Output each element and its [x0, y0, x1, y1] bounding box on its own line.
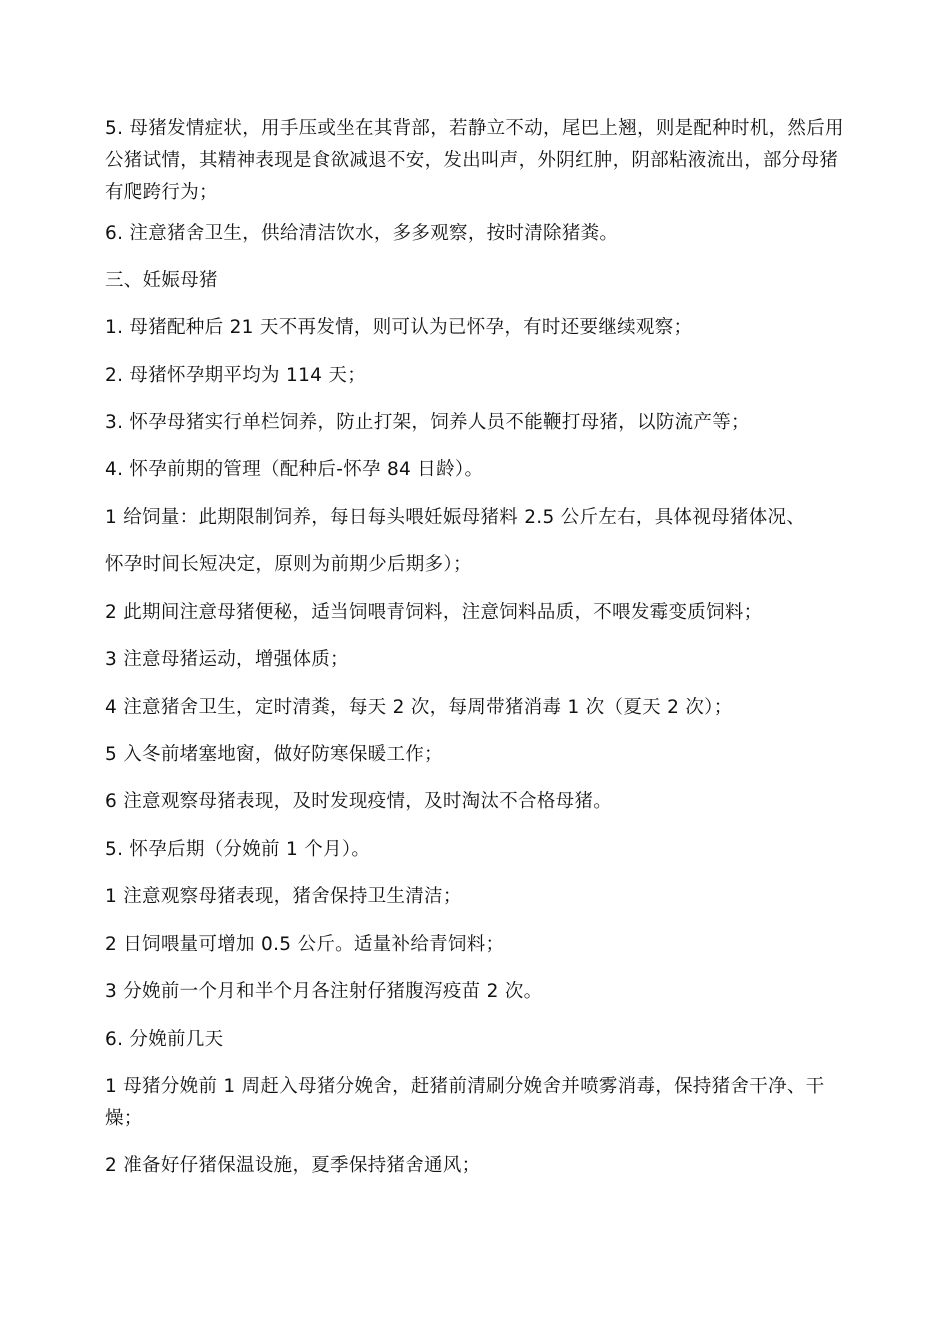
- section-heading-pregnant-sows: 三、妊娠母猪: [105, 270, 218, 291]
- paragraph-gestation-period: 2. 母猪怀孕期平均为 114 天；: [105, 365, 367, 386]
- paragraph-observe: 6 注意观察母猪表现，及时发现疫情，及时淘汰不合格母猪。: [105, 791, 613, 812]
- paragraph-late-pregnancy-heading: 5. 怀孕后期（分娩前 1 个月）。: [105, 839, 371, 860]
- paragraph-early-pregnancy-heading: 4. 怀孕前期的管理（配种后-怀孕 84 日龄）。: [105, 459, 484, 480]
- paragraph-vaccine: 3 分娩前一个月和半个月各注射仔猪腹泻疫苗 2 次。: [105, 981, 543, 1002]
- paragraph-feeding-amount-cont: 怀孕时间长短决定，原则为前期少后期多）；: [105, 554, 472, 575]
- paragraph-feeding-amount: 1 给饲量：此期限制饲养，每日每头喂妊娠母猪料 2.5 公斤左右，具体视母猪体况、: [105, 507, 806, 528]
- paragraph-winter-prep: 5 入冬前堵塞地窗，做好防寒保暖工作；: [105, 744, 443, 765]
- paragraph-piglet-warmth: 2 准备好仔猪保温设施，夏季保持猪舍通风；: [105, 1155, 481, 1176]
- paragraph-farrowing-house: 1 母猪分娩前 1 周赶入母猪分娩舍，赶猪前清刷分娩舍并喷雾消毒，保持猪舍干净、干燥；: [105, 1076, 825, 1129]
- paragraph-hygiene: 6. 注意猪舍卫生，供给清洁饮水，多多观察，按时清除猪粪。: [105, 223, 619, 244]
- paragraph-before-farrowing-heading: 6. 分娩前几天: [105, 1029, 224, 1050]
- paragraph-late-feeding: 2 日饲喂量可增加 0.5 公斤。适量补给青饲料；: [105, 934, 505, 955]
- paragraph-late-observe: 1 注意观察母猪表现，猪舍保持卫生清洁；: [105, 886, 462, 907]
- paragraph-exercise: 3 注意母猪运动，增强体质；: [105, 649, 349, 670]
- paragraph-cleaning: 4 注意猪舍卫生，定时清粪，每天 2 次，每周带猪消毒 1 次（夏天 2 次）；: [105, 697, 733, 718]
- paragraph-constipation: 2 此期间注意母猪便秘，适当饲喂青饲料，注意饲料品质，不喂发霉变质饲料；: [105, 602, 763, 623]
- paragraph-pregnancy-check: 1. 母猪配种后 21 天不再发情，则可认为已怀孕，有时还要继续观察；: [105, 317, 693, 338]
- paragraph-estrus-symptoms: 5. 母猪发情症状，用手压或坐在其背部，若静立不动，尾巴上翘，则是配种时机，然后用公猪试情，其精神表现是食欲减退不安，发出叫声，外阴红肿，阴部粘液流出，部分母猪有爬跨行为；: [105, 118, 844, 203]
- paragraph-single-pen: 3. 怀孕母猪实行单栏饲养，防止打架，饲养人员不能鞭打母猪，以防流产等；: [105, 412, 750, 433]
